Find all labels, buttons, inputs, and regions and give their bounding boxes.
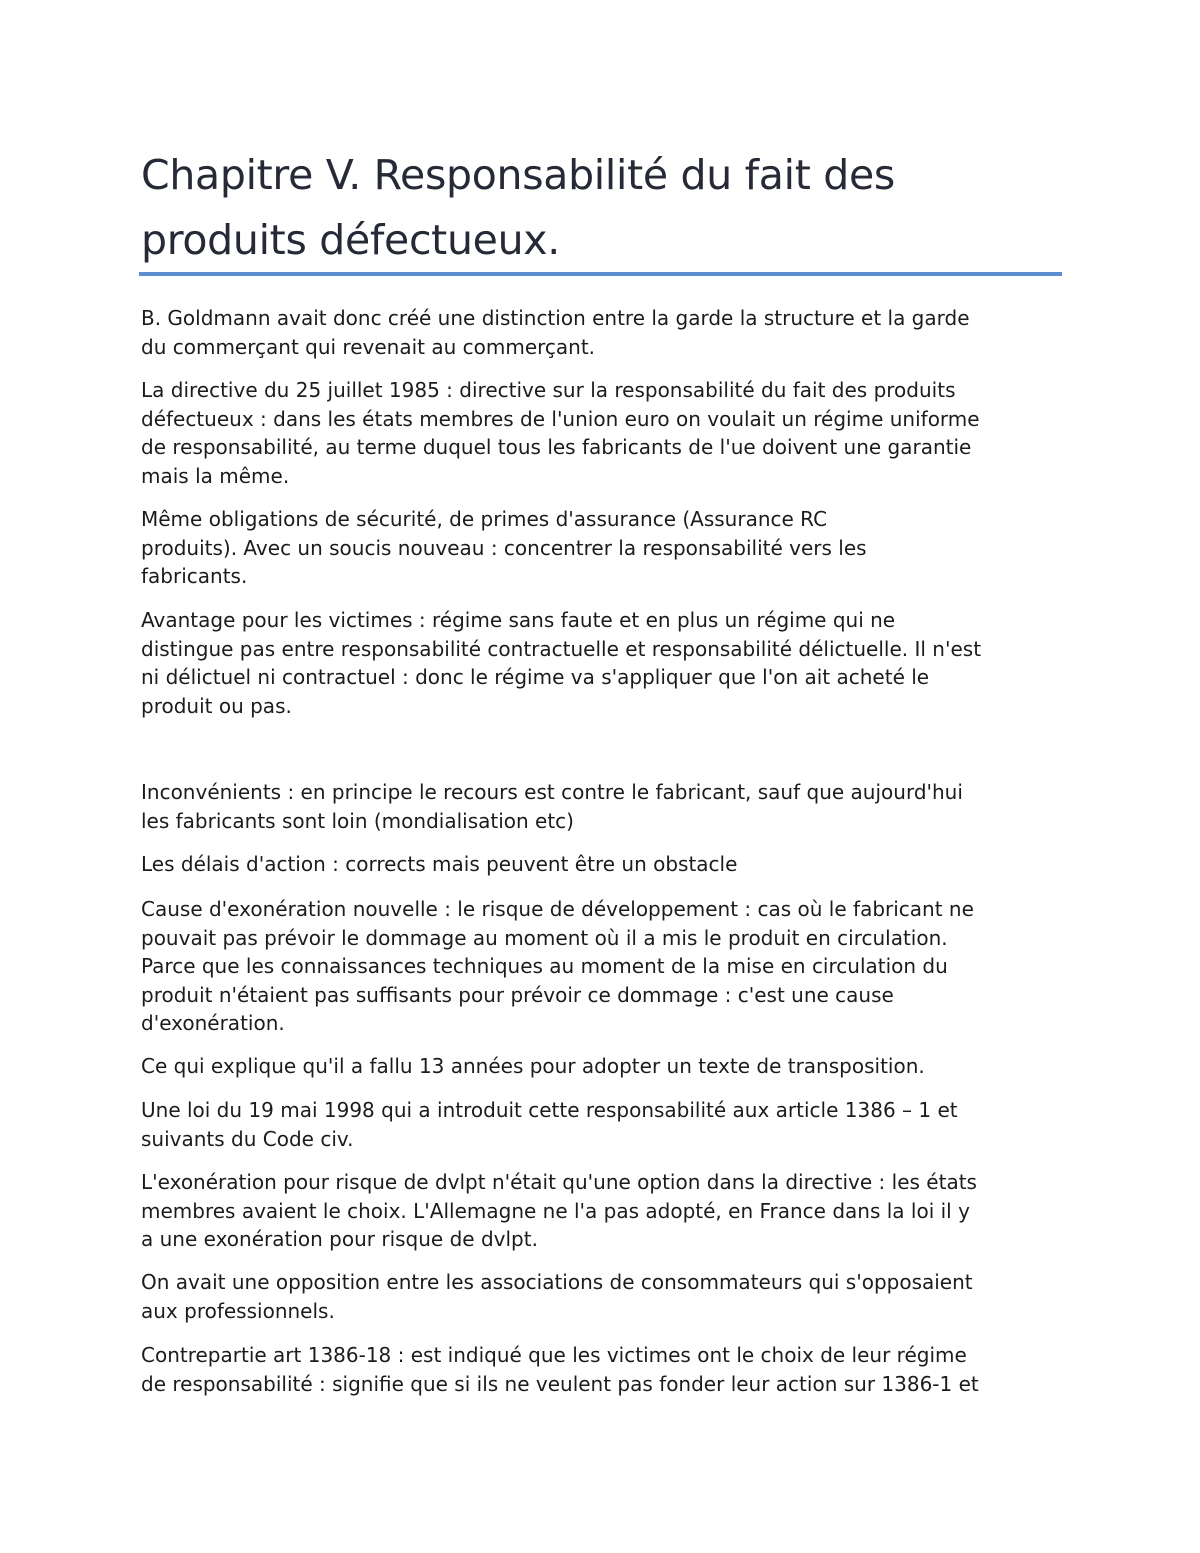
paragraph-inconvenients: Inconvénients : en principe le recours est contre le fabricant, sauf que aujourd'hui les fabricants sont loin (mondialisation etc) (141, 780, 963, 833)
paragraph-loi-1998: Une loi du 19 mai 1998 qui a introduit cette responsabilité aux article 1386 – 1 et suivants du Code civ. (141, 1098, 958, 1151)
paragraph-opposition: On avait une opposition entre les associations de consommateurs qui s'opposaient aux professionnels. (141, 1270, 973, 1323)
paragraph-directive-1985: La directive du 25 juillet 1985 : directive sur la responsabilité du fait des produits défectueux : dans les états membres de l'union euro on voulait un régime uniforme de responsabilité, au terme duquel tous les fabricants de l'ue doivent une garantie mais la même. (141, 378, 980, 488)
paragraph-option-directive: L'exonération pour risque de dvlpt n'était qu'une option dans la directive : les états membres avaient le choix. L'Allemagne ne l'a pas adopté, en France dans la loi il y a une exonération pour risque de dvlpt. (141, 1170, 977, 1252)
paragraph-transposition: Ce qui explique qu'il a fallu 13 années pour adopter un texte de transposition. (141, 1054, 925, 1078)
paragraph-contrepartie: Contrepartie art 1386-18 : est indiqué que les victimes ont le choix de leur régime de responsabilité : signifie que si ils ne veulent pas fonder leur action sur 1386-1 et (141, 1343, 979, 1396)
paragraph-cause-exoneration: Cause d'exonération nouvelle : le risque de développement : cas où le fabricant ne pouvait pas prévoir le dommage au moment où il a mis le produit en circulation. Parce que les connaissances techniques au moment de la mise en circulation du produit n'étaient pas suffisants pour prévoir ce dommage : c'est une cause d'exonération. (141, 897, 974, 1036)
chapter-title: Chapitre V. Responsabilité du fait des produits défectueux. (141, 151, 895, 264)
paragraph-delais: Les délais d'action : corrects mais peuvent être un obstacle (141, 852, 738, 876)
paragraph-goldmann: B. Goldmann avait donc créé une distinction entre la garde la structure et la garde du commerçant qui revenait au commerçant. (141, 306, 970, 359)
paragraph-obligations: Même obligations de sécurité, de primes d'assurance (Assurance RC produits). Avec un soucis nouveau : concentrer la responsabilité vers les fabricants. (141, 507, 867, 589)
title-underline (139, 272, 1062, 276)
paragraph-avantage: Avantage pour les victimes : régime sans faute et en plus un régime qui ne distingue pas entre responsabilité contractuelle et responsabilité délictuelle. Il n'est ni délictuel ni contractuel : donc le régime va s'appliquer que l'on ait acheté le produit ou pas. (141, 608, 982, 718)
